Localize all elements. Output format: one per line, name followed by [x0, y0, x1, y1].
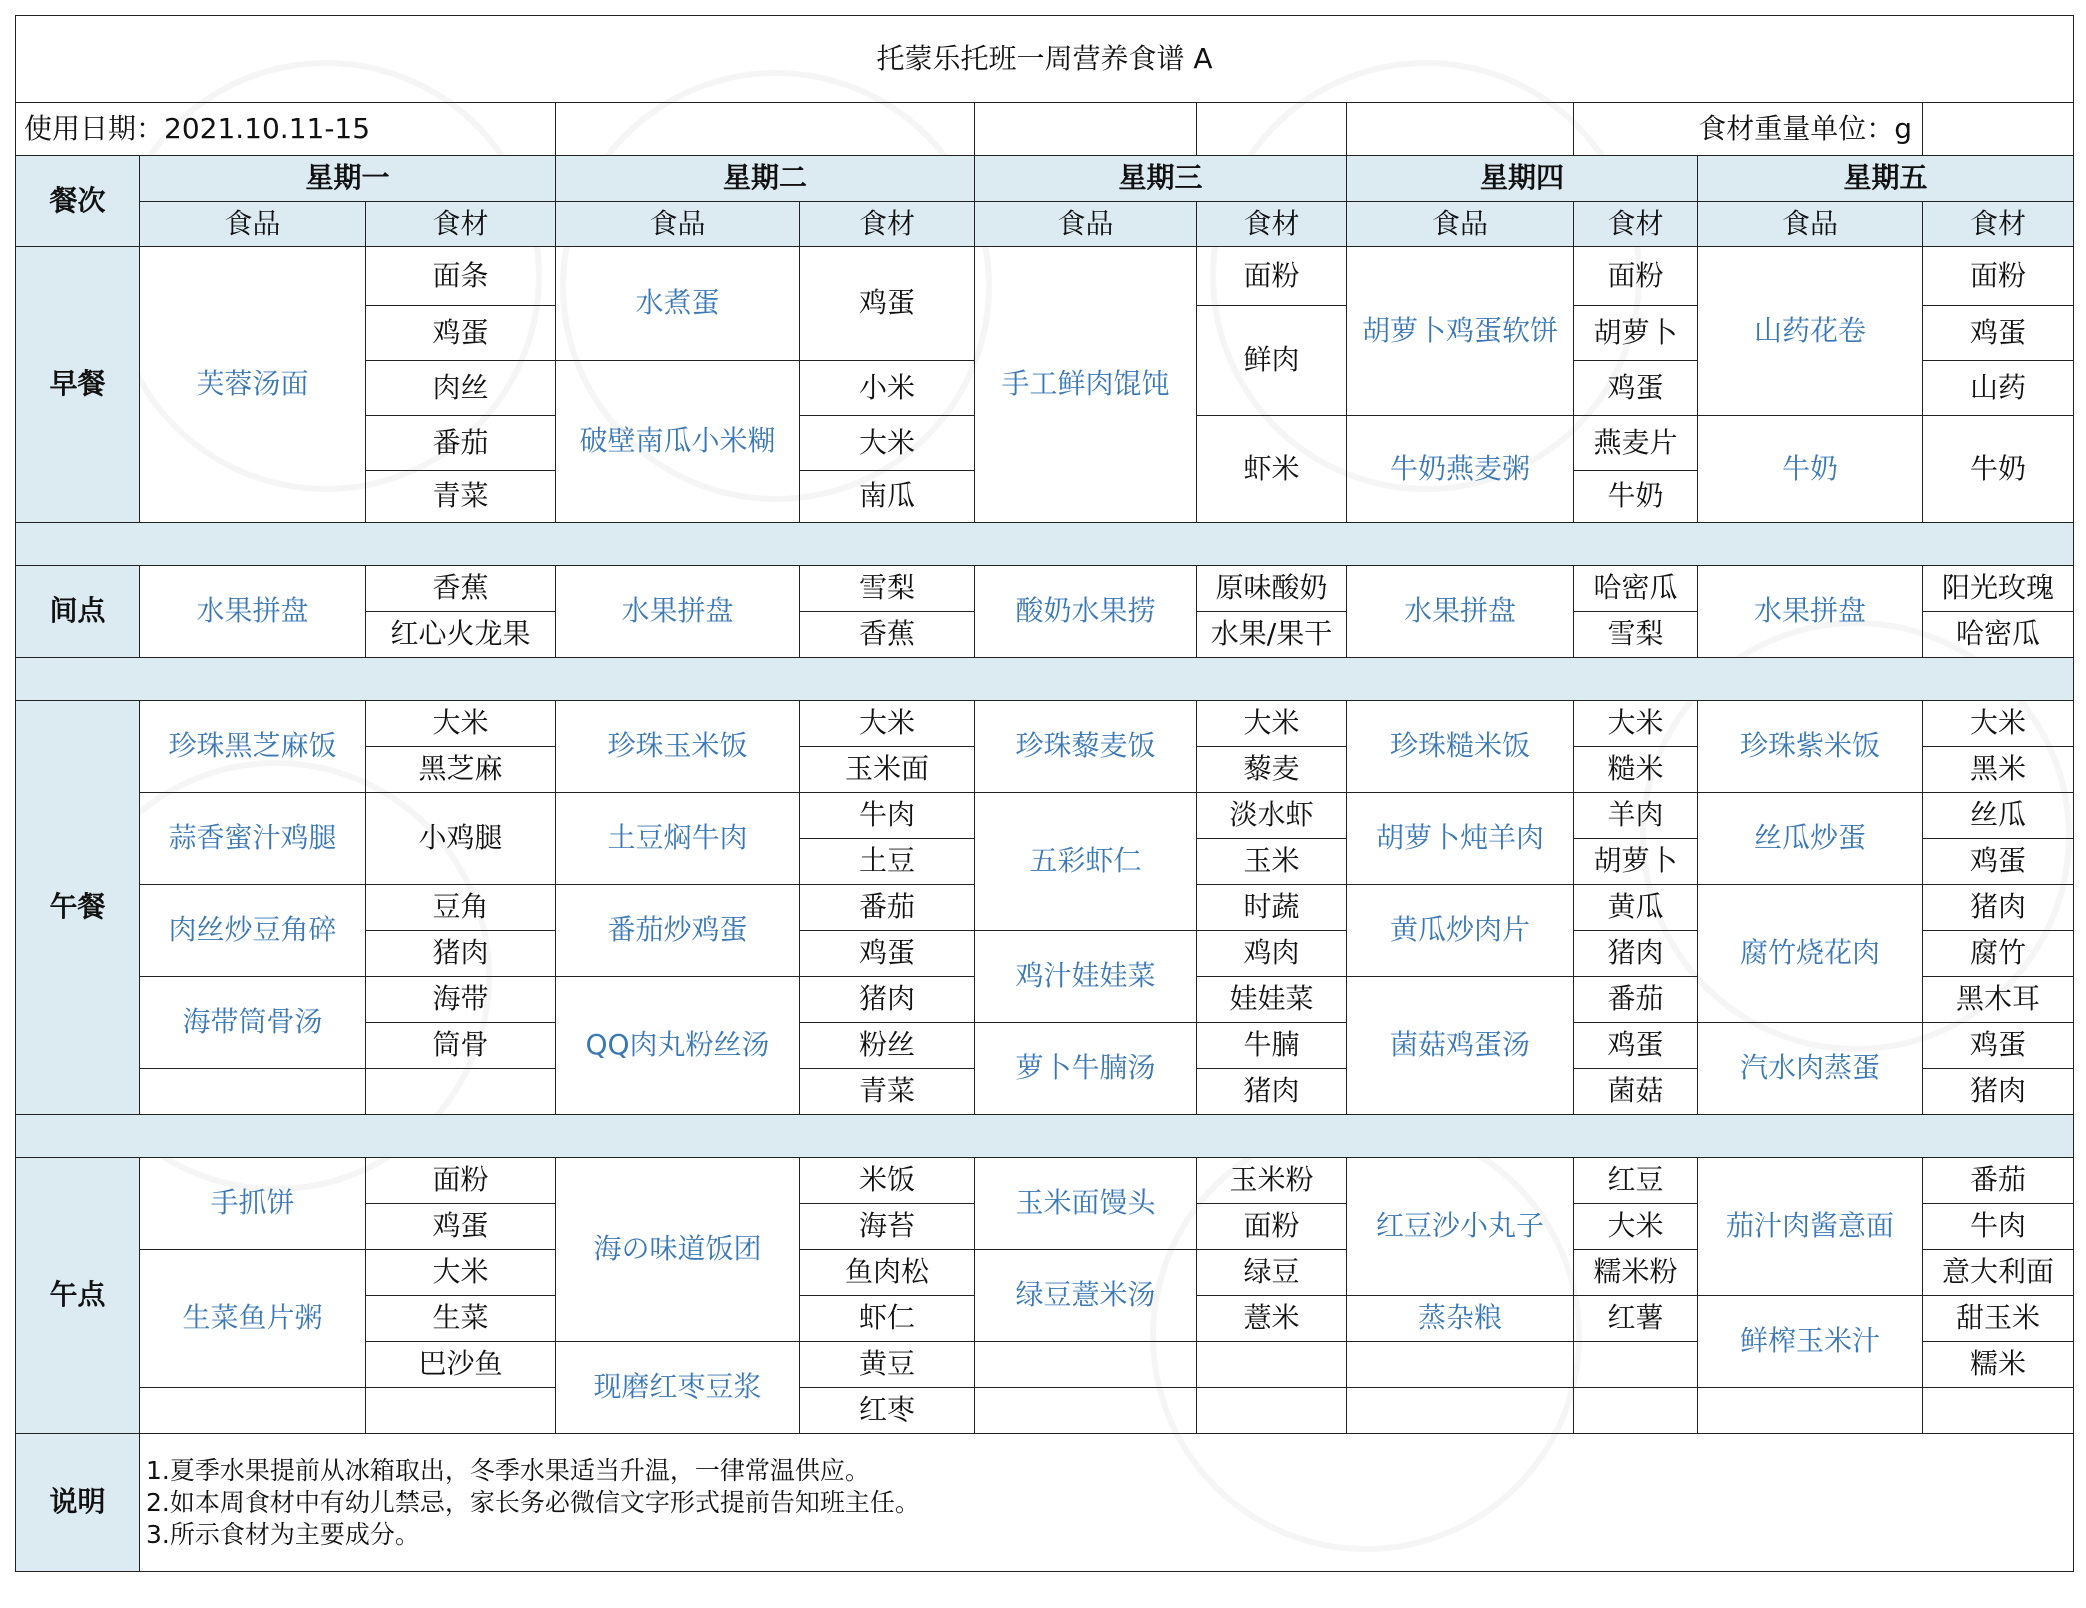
ingredient: 南瓜 — [800, 471, 975, 523]
ingredient: 面条 — [366, 247, 556, 306]
ingredient: 牛奶 — [1574, 471, 1698, 523]
empty-cell — [975, 1342, 1197, 1388]
dish: 蒜香蜜汁鸡腿 — [140, 793, 366, 885]
ingredient: 豆角 — [366, 885, 556, 931]
ingredient: 土豆 — [800, 839, 975, 885]
ingredient: 黄瓜 — [1574, 885, 1698, 931]
ingredient: 虾仁 — [800, 1296, 975, 1342]
dish: 肉丝炒豆角碎 — [140, 885, 366, 977]
ingredient: 雪梨 — [800, 566, 975, 612]
dish: 芙蓉汤面 — [140, 247, 366, 523]
ingredient: 意大利面 — [1923, 1250, 2074, 1296]
ingredient: 鸡蛋 — [1574, 1023, 1698, 1069]
ingredient: 番茄 — [1923, 1158, 2074, 1204]
ingredient: 胡萝卜 — [1574, 306, 1698, 361]
ingredient: 牛腩 — [1197, 1023, 1347, 1069]
dish: 汽水肉蒸蛋 — [1698, 1023, 1923, 1115]
ingredient: 猪肉 — [800, 977, 975, 1023]
ingredient: 鸡蛋 — [1923, 1023, 2074, 1069]
dish: 水果拼盘 — [1698, 566, 1923, 658]
ingredient: 鸡肉 — [1197, 931, 1347, 977]
dish: 胡萝卜炖羊肉 — [1347, 793, 1574, 885]
ingredient: 大米 — [1574, 1204, 1698, 1250]
ingredient: 香蕉 — [366, 566, 556, 612]
empty-cell — [1197, 1388, 1347, 1434]
ingredient: 鸡蛋 — [1923, 839, 2074, 885]
ingredient: 红豆 — [1574, 1158, 1698, 1204]
dish: 鲜榨玉米汁 — [1698, 1296, 1923, 1388]
ingredient: 猪肉 — [1923, 1069, 2074, 1115]
ingredient: 粉丝 — [800, 1023, 975, 1069]
ingredient: 大米 — [800, 416, 975, 471]
meal-label-snack: 间点 — [16, 566, 140, 658]
ingredient: 小鸡腿 — [366, 793, 556, 885]
ingredient: 肉丝 — [366, 361, 556, 416]
ingredient: 红枣 — [800, 1388, 975, 1434]
day-header-wed: 星期三 — [975, 156, 1347, 202]
dish: 现磨红枣豆浆 — [556, 1342, 800, 1434]
ingredient: 小米 — [800, 361, 975, 416]
dish: 珍珠藜麦饭 — [975, 701, 1197, 793]
ingredient: 鸡蛋 — [366, 1204, 556, 1250]
ingredient: 青菜 — [366, 471, 556, 523]
ingredient: 面粉 — [1197, 247, 1347, 306]
ingredient: 阳光玫瑰 — [1923, 566, 2074, 612]
dish: 丝瓜炒蛋 — [1698, 793, 1923, 885]
ingredient: 面粉 — [1923, 247, 2074, 306]
dish: 水果拼盘 — [1347, 566, 1574, 658]
empty-cell — [1347, 1342, 1574, 1388]
dish: 山药花卷 — [1698, 247, 1923, 416]
ingredient: 猪肉 — [366, 931, 556, 977]
ingredient: 黑木耳 — [1923, 977, 2074, 1023]
dish: QQ肉丸粉丝汤 — [556, 977, 800, 1115]
ingredient-header: 食材 — [800, 202, 975, 247]
ingredient: 猪肉 — [1923, 885, 2074, 931]
ingredient: 猪肉 — [1197, 1069, 1347, 1115]
ingredient: 燕麦片 — [1574, 416, 1698, 471]
dish: 手抓饼 — [140, 1158, 366, 1250]
empty-cell — [1197, 1342, 1347, 1388]
dish: 水煮蛋 — [556, 247, 800, 361]
ingredient: 玉米粉 — [1197, 1158, 1347, 1204]
ingredient: 大米 — [1197, 701, 1347, 747]
dish: 珍珠黑芝麻饭 — [140, 701, 366, 793]
food-header: 食品 — [1698, 202, 1923, 247]
dish: 土豆焖牛肉 — [556, 793, 800, 885]
ingredient: 绿豆 — [1197, 1250, 1347, 1296]
ingredient: 红心火龙果 — [366, 612, 556, 658]
dish: 鸡汁娃娃菜 — [975, 931, 1197, 1023]
ingredient: 牛奶 — [1923, 416, 2074, 523]
ingredient: 番茄 — [1574, 977, 1698, 1023]
separator-row — [16, 1115, 2074, 1158]
dish: 胡萝卜鸡蛋软饼 — [1347, 247, 1574, 416]
note-line: 1.夏季水果提前从冰箱取出，冬季水果适当升温，一律常温供应。 — [146, 1455, 870, 1485]
ingredient: 鸡蛋 — [1923, 306, 2074, 361]
ingredient: 哈密瓜 — [1923, 612, 2074, 658]
ingredient: 淡水虾 — [1197, 793, 1347, 839]
ingredient: 羊肉 — [1574, 793, 1698, 839]
food-header: 食品 — [140, 202, 366, 247]
dish: 珍珠糙米饭 — [1347, 701, 1574, 793]
dish: 菌菇鸡蛋汤 — [1347, 977, 1574, 1115]
ingredient: 大米 — [1923, 701, 2074, 747]
dish: 绿豆薏米汤 — [975, 1250, 1197, 1342]
dish: 珍珠玉米饭 — [556, 701, 800, 793]
ingredient: 巴沙鱼 — [366, 1342, 556, 1388]
meal-header: 餐次 — [16, 156, 140, 247]
ingredient: 虾米 — [1197, 416, 1347, 523]
empty-cell — [140, 1069, 366, 1115]
ingredient: 鲜肉 — [1197, 306, 1347, 416]
ingredient: 哈密瓜 — [1574, 566, 1698, 612]
note-line: 3.所示食材为主要成分。 — [146, 1519, 420, 1549]
dish: 腐竹烧花肉 — [1698, 885, 1923, 1023]
day-header-fri: 星期五 — [1698, 156, 2074, 202]
page-title: 托蒙乐托班一周营养食谱 A — [16, 16, 2074, 103]
ingredient: 山药 — [1923, 361, 2074, 416]
empty-cell — [1574, 1388, 1698, 1434]
ingredient: 香蕉 — [800, 612, 975, 658]
ingredient: 红薯 — [1574, 1296, 1698, 1342]
dish: 酸奶水果捞 — [975, 566, 1197, 658]
dish: 水果拼盘 — [556, 566, 800, 658]
ingredient-header: 食材 — [1197, 202, 1347, 247]
day-header-tue: 星期二 — [556, 156, 975, 202]
ingredient: 雪梨 — [1574, 612, 1698, 658]
ingredient: 玉米 — [1197, 839, 1347, 885]
ingredient: 米饭 — [800, 1158, 975, 1204]
weight-unit: 食材重量单位：g — [1574, 103, 1923, 156]
ingredient: 生菜 — [366, 1296, 556, 1342]
ingredient: 鸡蛋 — [800, 931, 975, 977]
dish: 生菜鱼片粥 — [140, 1250, 366, 1388]
ingredient: 糯米 — [1923, 1342, 2074, 1388]
ingredient: 时蔬 — [1197, 885, 1347, 931]
menu-sheet — [15, 15, 2073, 1593]
empty-cell — [140, 1388, 366, 1434]
dish: 珍珠紫米饭 — [1698, 701, 1923, 793]
dish: 萝卜牛腩汤 — [975, 1023, 1197, 1115]
dish: 海带筒骨汤 — [140, 977, 366, 1069]
ingredient: 原味酸奶 — [1197, 566, 1347, 612]
dish: 红豆沙小丸子 — [1347, 1158, 1574, 1296]
ingredient: 鸡蛋 — [366, 306, 556, 361]
ingredient: 面粉 — [1197, 1204, 1347, 1250]
ingredient: 黄豆 — [800, 1342, 975, 1388]
ingredient: 猪肉 — [1574, 931, 1698, 977]
ingredient: 腐竹 — [1923, 931, 2074, 977]
ingredient: 大米 — [366, 1250, 556, 1296]
ingredient: 番茄 — [366, 416, 556, 471]
ingredient: 鱼肉松 — [800, 1250, 975, 1296]
dish: 蒸杂粮 — [1347, 1296, 1574, 1342]
dish: 牛奶燕麦粥 — [1347, 416, 1574, 523]
dish: 手工鲜肉馄饨 — [975, 247, 1197, 523]
notes-label: 说明 — [16, 1434, 140, 1572]
ingredient: 牛肉 — [1923, 1204, 2074, 1250]
separator-row — [16, 658, 2074, 701]
ingredient: 海带 — [366, 977, 556, 1023]
empty-cell — [1923, 1388, 2074, 1434]
ingredient: 大米 — [366, 701, 556, 747]
notes-text — [140, 1434, 2074, 1572]
separator-row — [16, 523, 2074, 566]
day-header-thu: 星期四 — [1347, 156, 1698, 202]
ingredient: 黑米 — [1923, 747, 2074, 793]
ingredient: 大米 — [1574, 701, 1698, 747]
note-line: 2.如本周食材中有幼儿禁忌，家长务必微信文字形式提前告知班主任。 — [146, 1487, 920, 1517]
dish: 茄汁肉酱意面 — [1698, 1158, 1923, 1296]
ingredient: 牛肉 — [800, 793, 975, 839]
ingredient-header: 食材 — [1574, 202, 1698, 247]
ingredient: 糙米 — [1574, 747, 1698, 793]
empty-cell — [975, 1388, 1197, 1434]
dish: 黄瓜炒肉片 — [1347, 885, 1574, 977]
weekly-menu-table — [15, 15, 2074, 1572]
ingredient: 面粉 — [1574, 247, 1698, 306]
dish: 番茄炒鸡蛋 — [556, 885, 800, 977]
ingredient: 海苔 — [800, 1204, 975, 1250]
food-header: 食品 — [975, 202, 1197, 247]
ingredient: 糯米粉 — [1574, 1250, 1698, 1296]
ingredient: 水果/果干 — [1197, 612, 1347, 658]
dish: 水果拼盘 — [140, 566, 366, 658]
day-header-mon: 星期一 — [140, 156, 556, 202]
ingredient: 筒骨 — [366, 1023, 556, 1069]
meal-label-lunch: 午餐 — [16, 701, 140, 1115]
food-header: 食品 — [556, 202, 800, 247]
empty-cell — [1574, 1342, 1698, 1388]
ingredient: 薏米 — [1197, 1296, 1347, 1342]
ingredient-header: 食材 — [1923, 202, 2074, 247]
dish: 五彩虾仁 — [975, 793, 1197, 931]
meal-label-afternoon: 午点 — [16, 1158, 140, 1434]
ingredient: 青菜 — [800, 1069, 975, 1115]
food-header: 食品 — [1347, 202, 1574, 247]
ingredient: 番茄 — [800, 885, 975, 931]
use-date: 使用日期：2021.10.11-15 — [16, 103, 556, 156]
ingredient: 甜玉米 — [1923, 1296, 2074, 1342]
ingredient: 藜麦 — [1197, 747, 1347, 793]
ingredient: 鸡蛋 — [1574, 361, 1698, 416]
ingredient: 丝瓜 — [1923, 793, 2074, 839]
empty-cell — [1698, 1388, 1923, 1434]
ingredient: 大米 — [800, 701, 975, 747]
dish: 破壁南瓜小米糊 — [556, 361, 800, 523]
ingredient-header: 食材 — [366, 202, 556, 247]
ingredient: 面粉 — [366, 1158, 556, 1204]
dish: 玉米面馒头 — [975, 1158, 1197, 1250]
meal-label-breakfast: 早餐 — [16, 247, 140, 523]
ingredient: 鸡蛋 — [800, 247, 975, 361]
ingredient: 娃娃菜 — [1197, 977, 1347, 1023]
dish: 牛奶 — [1698, 416, 1923, 523]
ingredient: 玉米面 — [800, 747, 975, 793]
empty-cell — [366, 1069, 556, 1115]
empty-cell — [1347, 1388, 1574, 1434]
empty-cell — [366, 1388, 556, 1434]
ingredient: 胡萝卜 — [1574, 839, 1698, 885]
ingredient: 菌菇 — [1574, 1069, 1698, 1115]
dish: 海の味道饭团 — [556, 1158, 800, 1342]
ingredient: 黑芝麻 — [366, 747, 556, 793]
